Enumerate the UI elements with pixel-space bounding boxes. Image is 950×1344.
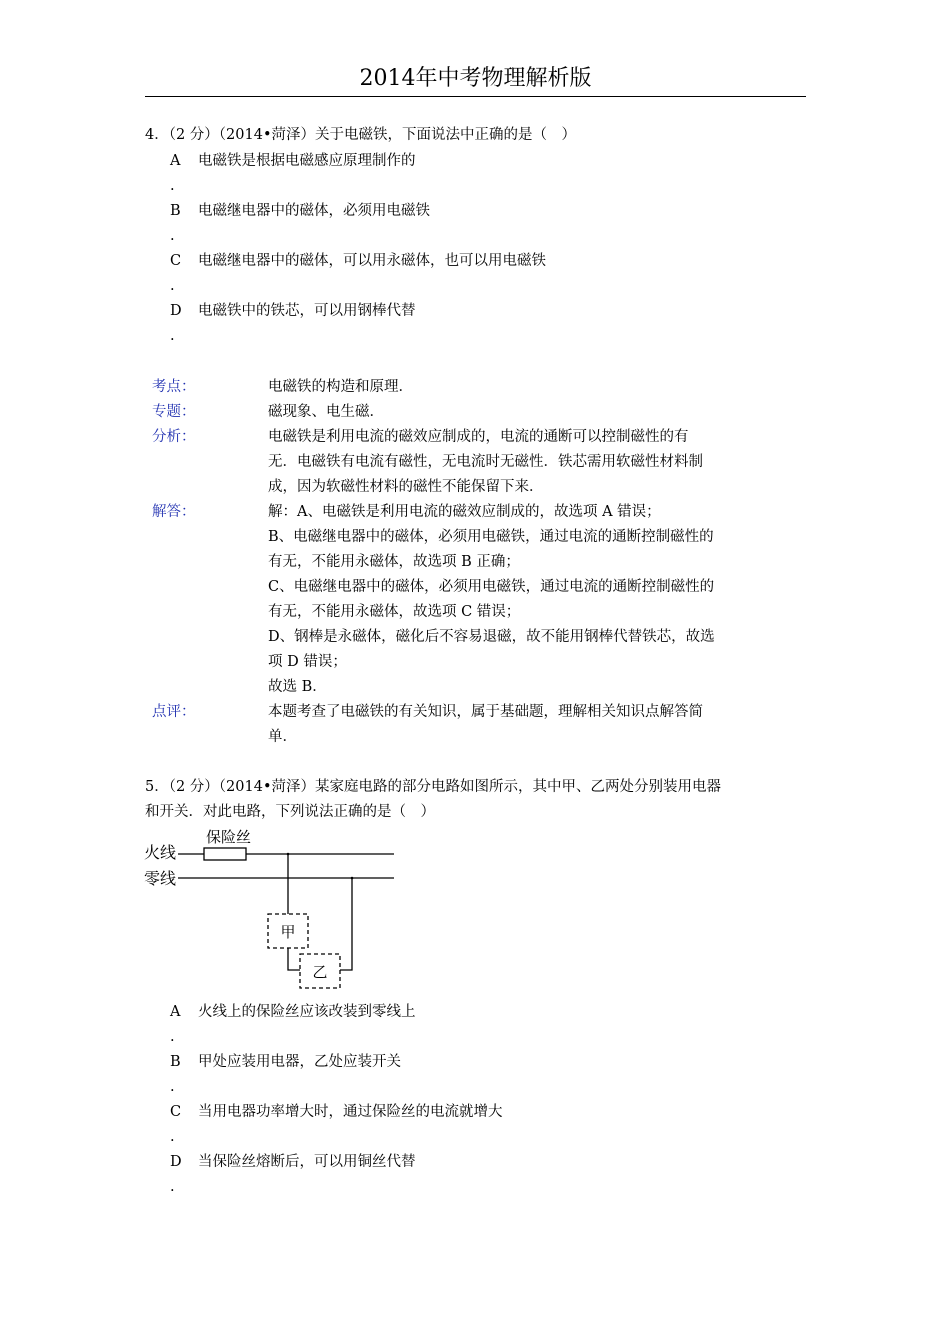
jieda-line: 有无，不能用永磁体，故选项 B 正确； xyxy=(268,554,520,570)
option-letter: A xyxy=(170,153,181,169)
q4-option-a xyxy=(170,149,790,199)
option-text: 当用电器功率增大时，通过保险丝的电流就增大 xyxy=(198,1104,503,1120)
circuit-diagram xyxy=(140,822,410,994)
q5-option-c xyxy=(170,1100,790,1150)
q5-stem-line: 5．（2 分）（2014•菏泽）某家庭电路的部分电路如图所示，其中甲、乙两处分别装用电器 xyxy=(145,779,722,795)
jia-label: 甲 xyxy=(280,923,296,941)
option-dot: . xyxy=(170,1029,175,1045)
jia-yi-link xyxy=(288,948,300,970)
title-rule xyxy=(145,96,806,97)
question-5-stem xyxy=(145,775,811,825)
option-letter: C xyxy=(170,1104,182,1120)
q5-option-a xyxy=(170,1000,790,1050)
q4-option-d xyxy=(170,299,790,349)
dianping-line: 单． xyxy=(268,729,297,745)
option-dot: . xyxy=(170,228,175,244)
option-text: 甲处应装用电器，乙处应装开关 xyxy=(198,1054,401,1070)
yi-neutral-link xyxy=(340,878,352,970)
q5-stem-line: 和开关．对此电路，下列说法正确的是（ ） xyxy=(145,804,435,820)
question-4-stem: 4．（2 分）（2014•菏泽）关于电磁铁，下面说法中正确的是（ ） xyxy=(145,127,577,143)
option-text: 当保险丝熔断后，可以用铜丝代替 xyxy=(198,1154,416,1170)
dianping-line: 本题考查了电磁铁的有关知识，属于基础题，理解相关知识点解答简 xyxy=(268,704,703,720)
neutral-junction xyxy=(351,877,354,880)
option-text: 电磁铁是根据电磁感应原理制作的 xyxy=(198,153,416,169)
zhuanti-label: 专题： xyxy=(152,404,196,420)
option-letter: B xyxy=(170,1054,181,1070)
option-dot: . xyxy=(170,1079,175,1095)
jieda-line: B、电磁继电器中的磁体，必须用电磁铁，通过电流的通断控制磁性的 xyxy=(268,529,714,545)
q5-option-d xyxy=(170,1150,790,1200)
q5-option-b xyxy=(170,1050,790,1100)
kaodian-text: 电磁铁的构造和原理． xyxy=(268,379,413,395)
option-letter: C xyxy=(170,253,182,269)
option-text: 电磁继电器中的磁体，可以用永磁体，也可以用电磁铁 xyxy=(198,253,546,269)
jieda-text xyxy=(268,500,778,700)
option-dot: . xyxy=(170,178,175,194)
live-junction xyxy=(287,853,290,856)
jieda-line: 有无，不能用永磁体，故选项 C 错误； xyxy=(268,604,521,620)
option-letter: D xyxy=(170,1154,182,1170)
jieda-line: C、电磁继电器中的磁体，必须用电磁铁，通过电流的通断控制磁性的 xyxy=(268,579,715,595)
zhuanti-text: 磁现象、电生磁． xyxy=(268,404,384,420)
fuse xyxy=(204,848,246,860)
live-wire-label: 火线 xyxy=(144,843,177,862)
option-text: 火线上的保险丝应该改装到零线上 xyxy=(198,1004,416,1020)
yi-label: 乙 xyxy=(312,963,328,981)
option-dot: . xyxy=(170,1179,175,1195)
fenxi-label: 分析： xyxy=(152,429,196,445)
fenxi-line: 无．电磁铁有电流有磁性，无电流时无磁性．铁芯需用软磁性材料制 xyxy=(268,454,703,470)
page-title: 2014年中考物理解析版 xyxy=(359,66,592,91)
option-dot: . xyxy=(170,328,175,344)
kaodian-label: 考点： xyxy=(152,379,196,395)
q4-option-b xyxy=(170,199,790,249)
fuse-label: 保险丝 xyxy=(206,828,252,846)
option-dot: . xyxy=(170,1129,175,1145)
q4-option-c xyxy=(170,249,790,299)
jieda-line: D、钢棒是永磁体，磁化后不容易退磁，故不能用钢棒代替铁芯，故选 xyxy=(268,629,715,645)
jieda-line: 故选 B． xyxy=(268,679,327,695)
option-letter: D xyxy=(170,303,182,319)
fenxi-line: 成，因为软磁性材料的磁性不能保留下来． xyxy=(268,479,544,495)
option-letter: B xyxy=(170,203,181,219)
option-dot: . xyxy=(170,278,175,294)
option-text: 电磁铁中的铁芯，可以用钢棒代替 xyxy=(198,303,416,319)
fenxi-text xyxy=(268,425,778,500)
jieda-line: 项 D 错误； xyxy=(268,654,347,670)
option-text: 电磁继电器中的磁体，必须用电磁铁 xyxy=(198,203,430,219)
fenxi-line: 电磁铁是利用电流的磁效应制成的，电流的通断可以控制磁性的有 xyxy=(268,429,689,445)
neutral-wire-label: 零线 xyxy=(144,869,177,888)
jieda-line: 解：A、电磁铁是利用电流的磁效应制成的，故选项 A 错误； xyxy=(268,504,661,520)
jieda-label: 解答： xyxy=(152,504,196,520)
dianping-text xyxy=(268,700,778,750)
option-letter: A xyxy=(170,1004,181,1020)
dianping-label: 点评： xyxy=(152,704,196,720)
